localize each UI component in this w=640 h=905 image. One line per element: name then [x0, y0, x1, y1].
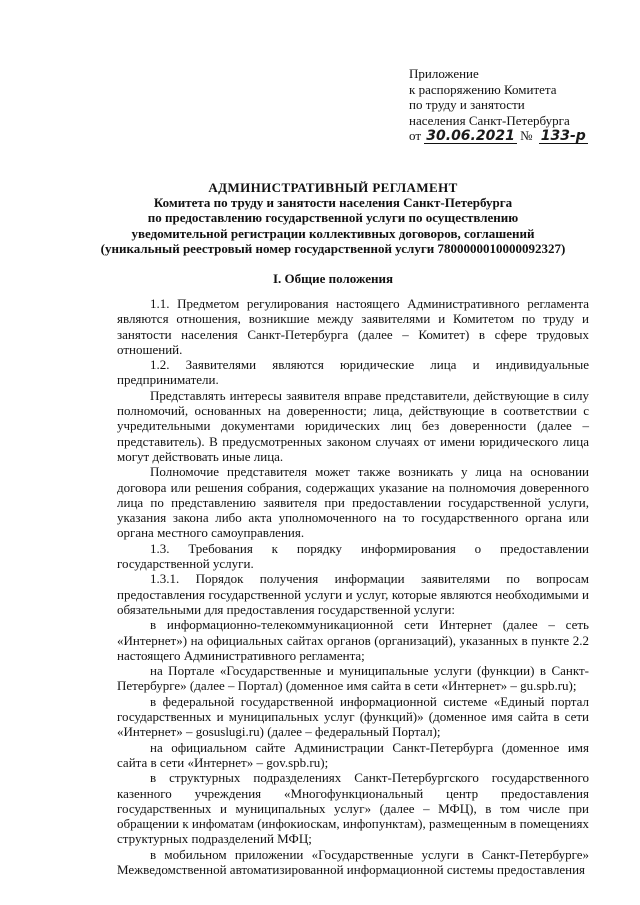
paragraph: в структурных подразделениях Санкт-Петербургского государственного казенного учреждения «Многофункциональный центр предоставления государственных и муниципальных услуг» (далее – МФЦ), в том числе при обращении к инфоматам (инфокиоскам, инфопунктам), размещенным в помещениях структурных подразделений МФЦ; [117, 770, 589, 847]
from-label: от [409, 128, 422, 144]
paragraph: Полномочие представителя может также возникать у лица на основании договора или решения собрания, содержащих указание на полномочия доверенного лица по представлению заявителя при предоставлении государственной услуги, указания закона либо акта уполномоченного на то государственного органа или органа местного самоуправления. [117, 464, 589, 541]
appendix-line: к распоряжению Комитета [409, 81, 557, 97]
title-line: уведомительной регистрации коллективных договоров, соглашений [131, 225, 535, 241]
paragraph: в информационно-телекоммуникационной сети Интернет (далее – сеть «Интернет») на официальных сайтах органов (организаций), указанных в пункте 2.2 настоящего Административного регламента; [117, 617, 589, 663]
paragraph: 1.3. Требования к порядку информирования о предоставлении государственной услуги. [117, 540, 589, 572]
paragraph: 1.2. Заявителями являются юридические лица и индивидуальные предприниматели. [117, 357, 589, 388]
appendix-line: по труду и занятости [409, 97, 525, 113]
handwritten-date: 30.06.2021 [426, 128, 515, 145]
paragraph: на официальном сайте Администрации Санкт-Петербурга (доменное имя сайта в сети «Интернет» – gov.spb.ru); [117, 739, 589, 770]
title-line: (уникальный реестровый номер государственной услуги 7800000010000092327) [100, 240, 566, 256]
paragraph: 1.3.1. Порядок получения информации заявителями по вопросам предоставления государственной услуги и услуг, которые являются необходимыми и обязательными для предоставления государственной услуги: [117, 571, 589, 617]
paragraph: Представлять интересы заявителя вправе представители, действующие в силу полномочий, основанных на доверенности; лица, действующие в соответствии с учредительными документами юридических лиц без доверенности (далее – представитель). В предусмотренных законом случаях от имени юридического лица могут действовать иные лица. [117, 387, 589, 464]
section-heading: I. Общие положения [273, 271, 393, 286]
title-main: АДМИНИСТРАТИВНЫЙ РЕГЛАМЕНТ [208, 180, 458, 195]
document-body [117, 296, 589, 877]
handwritten-number: 133-р [540, 128, 586, 145]
paragraph: в федеральной государственной информационной системе «Единый портал государственных и муниципальных услуг (функций)» (доменное имя сайта в сети «Интернет» – gosuslugi.ru) (далее – федеральный Портал); [117, 693, 589, 740]
appendix-title: Приложение [409, 66, 479, 81]
number-label: № [520, 128, 533, 144]
paragraph: 1.1. Предметом регулирования настоящего Административного регламента являются отношения, возникшие между заявителями и Комитетом по труду и занятости населения Санкт-Петербурга (далее – Комитет) в сфере трудовых отношений. [117, 296, 589, 357]
title-line: Комитета по труду и занятости населения Санкт-Петербурга [153, 195, 513, 211]
appendix-line: населения Санкт-Петербурга [409, 112, 570, 128]
paragraph: в мобильном приложении «Государственные услуги в Санкт-Петербурге» Межведомственной автоматизированной информационной системы предоставления [117, 846, 589, 877]
appendix-block [409, 66, 588, 144]
title-line: по предоставлению государственной услуги по осуществлению [147, 210, 519, 226]
document-title [80, 180, 586, 256]
paragraph: на Портале «Государственные и муниципальные услуги (функции) в Санкт-Петербурге» (далее – Портал) (доменное имя сайта в сети «Интернет» – gu.spb.ru); [117, 663, 589, 694]
appendix-date-number [409, 128, 588, 144]
